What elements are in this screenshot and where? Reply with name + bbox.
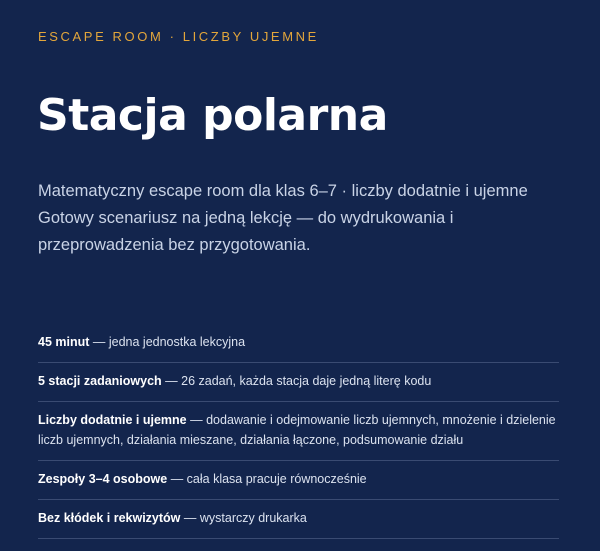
fact-label: 45 minut [38,335,90,349]
lead-line: przeprowadzenia bez przygotowania. [38,236,311,254]
fact-item-teams [38,461,559,500]
facts-list [38,324,559,539]
eyebrow-label: ESCAPE ROOM · LICZBY UJEMNE [38,29,319,44]
fact-separator: — [167,472,187,486]
fact-text: dodawanie i odejmowanie liczb ujemnych, mnożenie i dzielenie liczb ujemnych, działania mieszane, działania łączone, podsumowanie działu [38,413,556,447]
page-title: Stacja polarna [37,90,388,141]
lead-line: Gotowy scenariusz na jedną lekcję — do wydrukowania i [38,209,454,227]
fact-label: Bez kłódek i rekwizytów [38,511,181,525]
fact-text: wystarczy drukarka [199,511,307,525]
fact-text: 26 zadań, każda stacja daje jedną literę kodu [181,374,432,388]
fact-separator: — [186,413,207,427]
lead-description [38,178,563,259]
fact-separator: — [89,335,109,349]
fact-label: Liczby dodatnie i ujemne [38,413,187,427]
fact-item-topics [38,402,559,461]
fact-item-duration [38,324,559,363]
fact-item-stations [38,363,559,402]
fact-label: Zespoły 3–4 osobowe [38,472,168,486]
fact-label: 5 stacji zadaniowych [38,374,162,388]
fact-item-requirements [38,500,559,539]
fact-text: jedna jednostka lekcyjna [108,335,246,349]
fact-text: cała klasa pracuje równocześnie [186,472,367,486]
lead-line: Matematyczny escape room dla klas 6–7 · liczby dodatnie i ujemne [38,182,528,200]
fact-separator: — [161,374,182,388]
fact-separator: — [180,511,200,525]
